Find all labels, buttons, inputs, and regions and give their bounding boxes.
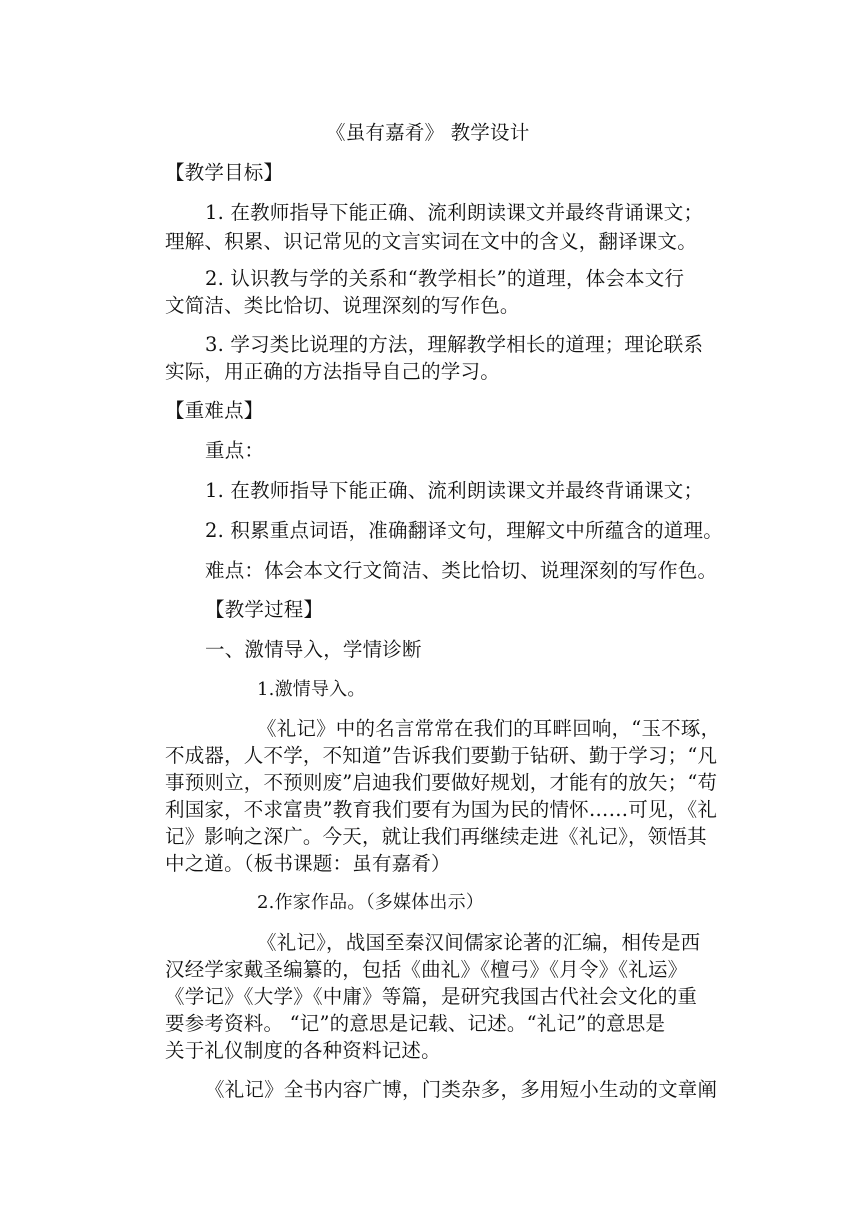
paragraph-1-line-6: 中之道。（板书课题：虽有嘉肴） — [165, 852, 451, 875]
process-step-1: 一、激情导入，学情诊断 — [205, 638, 422, 661]
goal-2-line-2: 文简洁、类比恰切、说理深刻的写作色。 — [165, 294, 520, 317]
goal-2-line-1: 2. 认识教与学的关系和“教学相长”的道理，体会本文行 — [205, 267, 685, 290]
paragraph-1-line-5: 记》影响之深广。今天，就让我们再继续走进《礼记》，领悟其 — [165, 825, 707, 848]
paragraph-2-line-1: 《礼记》，战国至秦汉间儒家论著的汇编，相传是西 — [257, 931, 701, 954]
paragraph-1-line-3: 事预则立，不预则废”启迪我们要做好规划，才能有的放矢；“苟 — [165, 771, 718, 794]
difficulty-point: 难点：体会本文行文简洁、类比恰切、说理深刻的写作色。 — [205, 559, 718, 582]
paragraph-2-line-3: 《学记》《大学》《中庸》等篇，是研究我国古代社会文化的重 — [165, 985, 698, 1008]
goal-1-line-1: 1. 在教师指导下能正确、流利朗读课文并最终背诵课文； — [205, 201, 704, 224]
paragraph-1-line-1: 《礼记》中的名言常常在我们的耳畔回响，“玉不琢， — [257, 717, 721, 740]
paragraph-2-line-4: 要参考资料。 “记”的意思是记载、记述。“礼记”的意思是 — [165, 1012, 666, 1035]
paragraph-3-line-1: 《礼记》全书内容广博，门类杂多，多用短小生动的文章阐 — [205, 1078, 718, 1101]
key-points-label: 重点： — [205, 439, 265, 462]
document-title: 《虽有嘉肴》 教学设计 — [326, 121, 530, 144]
paragraph-2-line-5: 关于礼仪制度的各种资料记述。 — [165, 1039, 441, 1062]
paragraph-1-line-4: 利国家，不求富贵”教育我们要有为国为民的情怀……可见，《礼 — [165, 798, 718, 821]
process-substep-1: 1.激情导入。 — [257, 679, 366, 700]
goal-1-line-2: 理解、积累、识记常见的文言实词在文中的含义，翻译课文。 — [165, 230, 697, 253]
process-substep-2: 2.作家作品。（多媒体出示） — [257, 892, 484, 913]
goal-3-line-2: 实际，用正确的方法指导自己的学习。 — [165, 360, 500, 383]
key-point-2: 2. 积累重点词语，准确翻译文句，理解文中所蕴含的道理。 — [205, 519, 723, 542]
paragraph-2-line-2: 汉经学家戴圣编纂的，包括《曲礼》《檀弓》《月令》《礼运》 — [165, 958, 688, 981]
paragraph-1-line-2: 不成器，人不学，不知道”告诉我们要勤于钻研、勤于学习；“凡 — [165, 744, 718, 767]
goal-3-line-1: 3. 学习类比说理的方法，理解教学相长的道理；理论联系 — [205, 333, 704, 356]
key-point-1: 1. 在教师指导下能正确、流利朗读课文并最终背诵课文； — [205, 479, 704, 502]
section-heading-process: 【教学过程】 — [205, 598, 324, 621]
section-heading-goals: 【教学目标】 — [165, 161, 284, 184]
section-heading-key-points: 【重难点】 — [165, 399, 264, 422]
